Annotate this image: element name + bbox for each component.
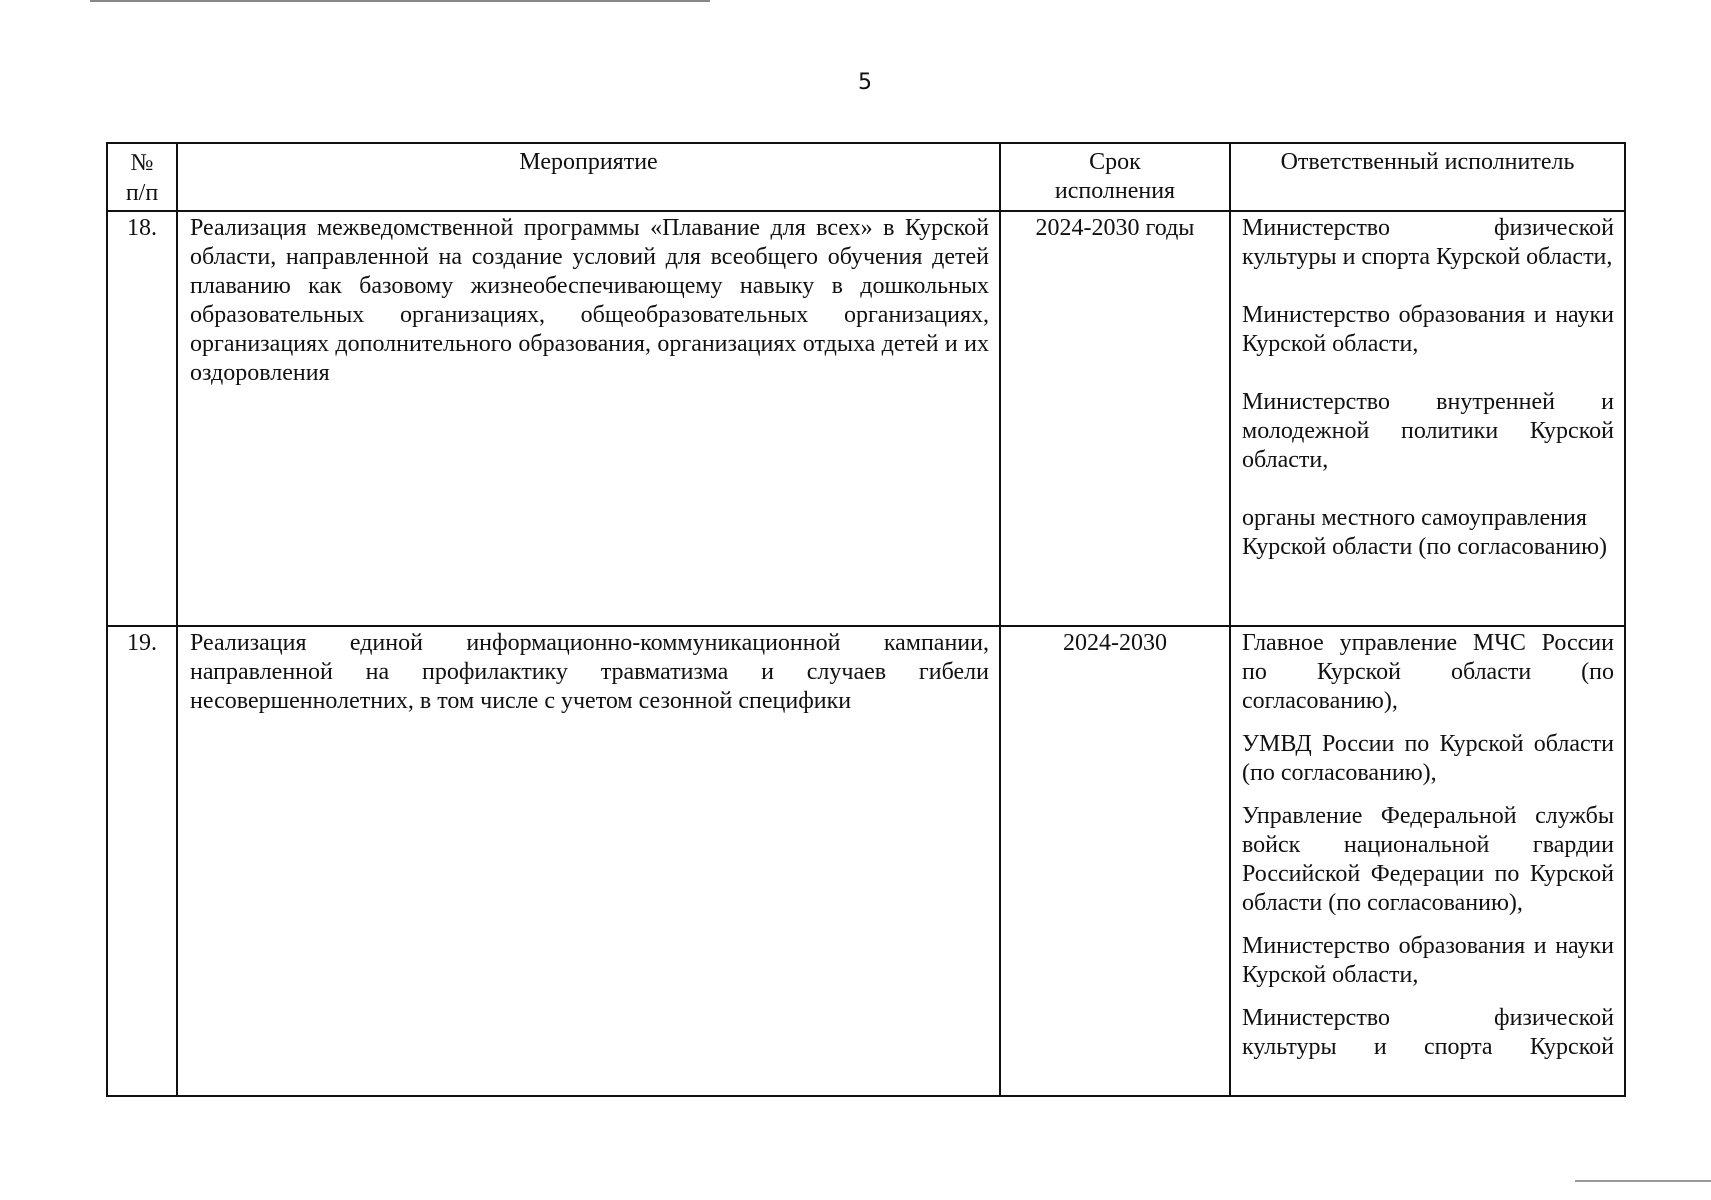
executor-item: Министерство образования и науки Курской области, [1242,933,1614,988]
row-term: 2024-2030 годы [1000,211,1230,626]
header-term [1000,143,1230,211]
executor-item: Министерство физической культуры и спорта Курской [1242,1005,1614,1060]
row-term: 2024-2030 [1000,626,1230,1096]
scan-edge-top [90,0,710,2]
executor-list [1242,629,1614,1095]
executor-item: органы местного самоуправления Курской области (по согласованию) [1242,505,1608,560]
scan-edge-bottom [1575,1180,1711,1182]
header-event: Мероприятие [177,143,1000,211]
executor-item: Главное управление МЧС России по Курской области (по согласованию), [1242,630,1614,714]
page-number: 5 [858,70,872,95]
row-event [177,626,1000,1096]
executor-item: Управление Федеральной службы войск национальной гвардии Российской Федерации по Курской области (по согласованию), [1242,803,1614,916]
row-executors [1230,211,1625,626]
row-num: 19. [107,626,177,1096]
row-executors [1230,626,1625,1096]
executor-item: УМВД России по Курской области (по согласованию), [1242,731,1614,786]
row-num: 18. [107,211,177,626]
row-event-text: Реализация межведомственной программы «Плавание для всех» в Курской области, направленной на создание условий для всеобщего обучения детей плаванию как базовому жизнеобеспечивающему навыку в дошкольных образовательных организациях, общеобразовательных организациях, организациях дополнительного образования, организациях отдыха детей и их оздоровления [190,215,989,386]
row-event [177,211,1000,626]
measures-table [106,142,1626,1097]
header-num [107,143,177,211]
header-term-line2: исполнения [1054,178,1176,204]
executor-item: Министерство внутренней и молодежной политики Курской области, [1242,389,1614,473]
row-event-text: Реализация единой информационно-коммуникационной кампании, направленной на профилактику травматизма и случаев гибели несовершеннолетних, в том числе с учетом сезонной специфики [190,630,989,714]
header-num-label: п/п [125,180,159,206]
header-term-line1: Срок [1089,149,1141,175]
table-header-row [107,143,1625,211]
executor-item: Министерство физической культуры и спорта Курской области, [1242,215,1614,270]
table-row [107,626,1625,1096]
header-num-symbol: № [130,150,154,176]
header-executor: Ответственный исполнитель [1230,143,1625,211]
executor-item: Министерство образования и науки Курской области, [1242,302,1614,357]
table-row [107,211,1625,626]
